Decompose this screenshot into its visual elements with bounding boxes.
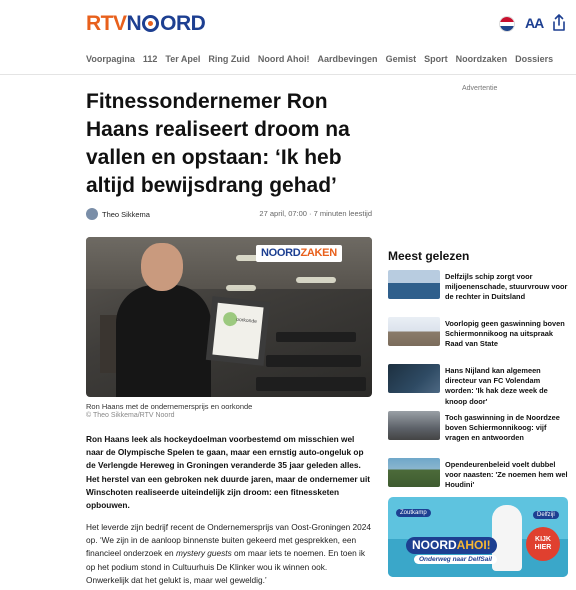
rowing-machine bbox=[256, 377, 366, 391]
badge-noord: NOORD bbox=[261, 247, 301, 259]
nav-item-112[interactable]: 112 bbox=[142, 54, 158, 64]
author-name[interactable]: Theo Sikkema bbox=[102, 210, 150, 219]
image-caption: Ron Haans met de ondernemersprijs en oorkonde bbox=[86, 402, 253, 411]
ceiling-light bbox=[296, 277, 336, 283]
badge-zaken: ZAKEN bbox=[300, 247, 337, 259]
ad-logo-noord: NOORD bbox=[412, 538, 457, 552]
logo-o-icon bbox=[142, 15, 159, 32]
nav-item-gemist[interactable]: Gemist bbox=[385, 54, 417, 64]
most-read-thumbnail[interactable] bbox=[388, 458, 440, 487]
most-read-headline[interactable]: Hans Nijland kan algemeen directeur van FC Volendam worden: 'Ik hak deze week de knoop door' bbox=[445, 366, 548, 406]
noord-ahoi-logo bbox=[406, 537, 497, 554]
most-read-item[interactable] bbox=[388, 411, 568, 458]
text-size-label: AA bbox=[525, 15, 544, 31]
most-read-headline[interactable]: Delfzijls schip zorgt voor miljoenenschade, stuurvrouw voor de rechter in Duitsland bbox=[445, 272, 568, 302]
most-read-thumbnail[interactable] bbox=[388, 270, 440, 299]
image-credit: © Theo Sikkema/RTV Noord bbox=[86, 412, 175, 419]
article-lead: Ron Haans leek als hockeydoelman voorbestemd om misschien wel naar de Olympische Spelen te gaan, maar een ernstig auto-ongeluk op de Verlengde Hereweg in Groningen veranderde 35 jaar geleden alles. Het herstel van een gebroken nek duurde jaren, maar de ondernemer uit Winschoten realiseerde uiteindelijk zijn droom: een fitnessketen opbouwen. bbox=[86, 434, 371, 511]
body-emphasis: mystery guests bbox=[175, 548, 232, 559]
nav-item-voorpagina[interactable]: Voorpagina bbox=[86, 54, 135, 64]
most-read-headline[interactable]: Toch gaswinning in de Noordzee boven Schiermonnikoog: vijf vragen en antwoorden bbox=[445, 413, 560, 443]
rowing-machine bbox=[276, 332, 356, 342]
article-meta: 27 april, 07:00 · 7 minuten leestijd bbox=[259, 209, 372, 218]
most-read-item[interactable] bbox=[388, 270, 568, 317]
noord-ahoi-ad-banner[interactable] bbox=[388, 497, 568, 577]
article-body-paragraph bbox=[86, 521, 372, 587]
nav-item-aardbevingen[interactable]: Aardbevingen bbox=[317, 54, 378, 64]
most-read-thumbnail[interactable] bbox=[388, 411, 440, 440]
ad-cta-button[interactable]: KIJK HIER bbox=[526, 527, 560, 561]
article-byline bbox=[86, 208, 372, 222]
ad-logo-ahoi: AHOI! bbox=[456, 538, 491, 552]
header-divider bbox=[0, 74, 576, 75]
most-read-title: Meest gelezen bbox=[388, 249, 470, 263]
main-nav bbox=[86, 52, 561, 66]
noordzaken-badge bbox=[256, 245, 342, 262]
body-part-2: om maar iets te noemen. En toen ik op het podium stond in Cultuurhuis De Klinker wou ik winnen ook. Onwerkelijk dat het gelukt is, maar wel geweldig.’ bbox=[86, 548, 366, 585]
ad-subline: Onderweg naar DelfSail bbox=[414, 555, 497, 564]
rtv-noord-logo[interactable] bbox=[86, 13, 205, 35]
most-read-thumbnail[interactable] bbox=[388, 317, 440, 346]
certificate-text: oorkonde bbox=[235, 316, 258, 325]
share-icon[interactable] bbox=[552, 14, 566, 32]
ceiling-light bbox=[226, 285, 256, 291]
person-head bbox=[141, 243, 183, 291]
article-hero-image[interactable] bbox=[86, 237, 372, 397]
dutch-flag-icon[interactable] bbox=[499, 16, 515, 32]
ad-pill-zoutkamp: Zoutkamp bbox=[396, 509, 431, 517]
most-read-thumbnail[interactable] bbox=[388, 364, 440, 393]
nav-item-dossiers[interactable]: Dossiers bbox=[515, 54, 554, 64]
author-avatar[interactable] bbox=[86, 208, 98, 220]
most-read-item[interactable] bbox=[388, 317, 568, 364]
site-header bbox=[0, 0, 576, 46]
logo-noord-rest: ORD bbox=[160, 12, 206, 35]
text-size-icon[interactable] bbox=[525, 15, 543, 31]
most-read-item[interactable] bbox=[388, 364, 568, 411]
nav-item-ring-zuid[interactable]: Ring Zuid bbox=[208, 54, 250, 64]
most-read-list bbox=[388, 270, 568, 505]
rowing-machine bbox=[266, 355, 361, 367]
most-read-headline[interactable]: Opendeurenbeleid voelt dubbel voor naasten: 'Ze noemen hem wel Houdini' bbox=[445, 460, 568, 490]
nav-item-noord-ahoi[interactable]: Noord Ahoi! bbox=[257, 54, 310, 64]
article-title: Fitnessondernemer Ron Haans realiseert droom na vallen en opstaan: ‘Ik heb altijd bewijsdrang gehad’ bbox=[86, 90, 350, 197]
nav-item-ter-apel[interactable]: Ter Apel bbox=[165, 54, 201, 64]
person-body bbox=[116, 285, 211, 397]
logo-rtv-text: RTV bbox=[86, 12, 127, 35]
nav-item-sport[interactable]: Sport bbox=[424, 54, 448, 64]
nav-item-noordzaken[interactable]: Noordzaken bbox=[455, 54, 508, 64]
logo-noord-n: N bbox=[126, 12, 142, 35]
most-read-headline[interactable]: Voorlopig geen gaswinning boven Schiermonnikoog na uitspraak Raad van State bbox=[445, 319, 565, 349]
advertisement-label: Advertentie bbox=[462, 85, 498, 92]
body-part-1: Het leverde zijn bedrijf recent de Ondernemersprijs van Oost-Groningen 2024 op. ‘We zijn in de aanloop binnenste buiten gekeerd met gesprekken, een financieel onderzoek en bbox=[86, 522, 372, 559]
certificate bbox=[206, 296, 270, 366]
ad-pill-delfzijl: Delfzijl bbox=[533, 511, 559, 519]
